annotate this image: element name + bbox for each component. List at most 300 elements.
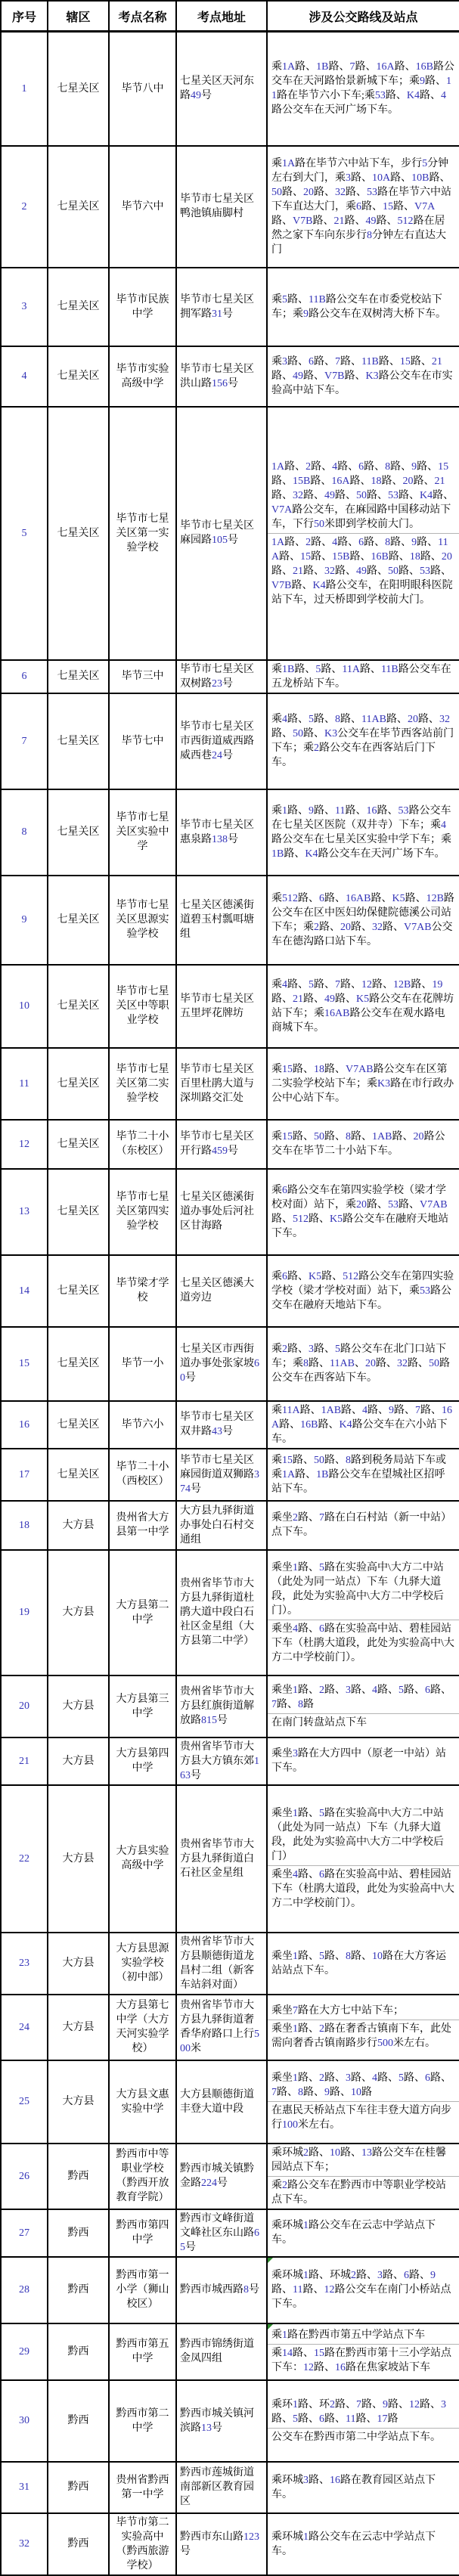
latin-text: 5 (422, 157, 428, 169)
bus-routes-cell (267, 268, 459, 346)
row-number-cell (1, 2060, 48, 2144)
latin-text: 8 (346, 1454, 351, 1466)
bus-routes-cell (267, 1327, 459, 1401)
latin-text: 50 (388, 565, 399, 577)
latin-text: 3 (309, 1344, 314, 1355)
row-number-cell (1, 268, 48, 346)
district-cell: 七星关区 (48, 660, 109, 693)
latin-text: V7A (414, 200, 436, 212)
latin-text: 15 (383, 200, 393, 212)
site-name-cell: 毕节三中 (109, 660, 176, 693)
latin-text: 815 (201, 1715, 217, 1726)
bus-routes-cell (267, 1995, 459, 2060)
row-number-cell (1, 1401, 48, 1449)
table-header-row (1, 1, 459, 32)
latin-text: 1A (282, 61, 296, 73)
latin-text: 16AB (324, 1007, 350, 1019)
latin-text: 224 (201, 2178, 217, 2189)
address-cell: 七星关区德溪大道旁边 (176, 1255, 267, 1327)
latin-text: 8 (243, 2284, 249, 2295)
site-name-cell: 毕节市七星关区第二实验学校 (109, 1048, 176, 1120)
latin-text: 7 (21, 735, 27, 747)
row-number-cell (1, 1048, 48, 1120)
latin-text: 2 (314, 742, 319, 754)
latin-text: 20 (413, 1131, 424, 1142)
district-cell: 大方县 (48, 1995, 109, 2060)
latin-text: 8 (367, 229, 372, 241)
district-cell: 七星关区 (48, 1255, 109, 1327)
latin-text: 20 (356, 1198, 367, 1211)
latin-text: 24 (212, 749, 222, 761)
latin-text: V7B (324, 370, 345, 382)
latin-text: 53 (388, 489, 399, 501)
latin-text: 2 (330, 2398, 335, 2410)
latin-text: 4 (332, 460, 338, 473)
latin-text: 13 (201, 2422, 212, 2434)
latin-text: 123 (243, 2531, 259, 2543)
address-cell: 七星关区德溪街道办事处后河社区甘海路 (176, 1169, 267, 1255)
site-name-cell: 毕节一小 (109, 1327, 176, 1401)
latin-text: 105 (212, 535, 228, 546)
table-row (1, 876, 459, 965)
site-name-cell: 黔西市第五中学 (109, 2323, 176, 2380)
latin-text: 22 (19, 1852, 29, 1865)
bus-route-paragraph: 乘512路、6路、16AB路、K5路、12B路公交车在区中医妇幼保健院德溪公司站下车；乘2路、20路、32路、V7AB公交车在德沟路口站下车。 (271, 892, 454, 947)
latin-text: 65 (180, 2227, 259, 2253)
bus-routes-cell (267, 2380, 459, 2462)
site-name-cell: 毕节市实验高级中学 (109, 346, 176, 407)
latin-text: 18 (19, 1519, 29, 1531)
table-row (1, 1327, 459, 1401)
latin-text: 12B (426, 892, 444, 904)
latin-text: 7 (271, 1698, 277, 1710)
latin-text: 3 (346, 172, 351, 184)
district-cell: 七星关区 (48, 346, 109, 407)
district-cell: 七星关区 (48, 1048, 109, 1120)
latin-text: K5 (309, 1270, 322, 1282)
latin-text: 53 (398, 804, 409, 817)
bus-route-paragraph: 乘坐1路、5路、8路、10路在大方客运站站点下车。 (271, 1950, 446, 1976)
bus-route-paragraph: 乘坐1路、5路在实验高中\大方二中站（此处为同一站点）下车（九驿大道段，此处为实验高中\大方二中学校后门） (271, 1808, 444, 1862)
address-cell: 毕节市七星关区鸭池镇庙脚村 (176, 146, 267, 268)
latin-text: V7AB (420, 1198, 448, 1211)
row-number-cell (1, 1327, 48, 1401)
row-number-cell (1, 1675, 48, 1737)
district-cell: 大方县 (48, 1737, 109, 1785)
latin-text: 15 (19, 1358, 29, 1369)
site-name-cell: 大方县第四中学 (109, 1737, 176, 1785)
latin-text: 8 (298, 2087, 303, 2098)
latin-text: 18 (314, 1063, 324, 1075)
site-name-cell: 毕节六小 (109, 1401, 176, 1449)
bus-routes-cell (267, 1449, 459, 1501)
latin-text: 7 (293, 2005, 298, 2016)
latin-text: 14 (19, 1285, 29, 1297)
district-cell: 大方县 (48, 1675, 109, 1737)
latin-text: 6 (425, 1684, 430, 1696)
latin-text: 21 (333, 215, 345, 227)
latin-text: 1 (303, 2220, 309, 2231)
latin-text: 11B (309, 293, 326, 305)
latin-text: 16AB (346, 892, 371, 904)
bus-route-paragraph: 乘14路、15路在黔西市第十三小学站点下车：12路、16路在焦家坡站下车 (268, 2344, 459, 2376)
latin-text: 49 (293, 370, 303, 382)
table-row (1, 2257, 459, 2323)
latin-text: 1 (303, 2270, 309, 2281)
latin-text: 15 (300, 550, 312, 563)
latin-text: 53 (388, 1198, 399, 1211)
row-number-cell (1, 1501, 48, 1550)
table-row (1, 1675, 459, 1737)
district-cell: 大方县 (48, 1785, 109, 1933)
district-cell: 七星关区 (48, 789, 109, 876)
bus-route-paragraph: 乘坐2路、7路在白石村站（新一中站）点下车。 (271, 1512, 451, 1538)
latin-text: 16B (371, 550, 389, 563)
latin-text: 50 (271, 186, 282, 198)
latin-text: 5 (319, 1950, 324, 1962)
bus-route-paragraph: 乘11A路、1AB路、4路、9路、7路、16A路、16B路、K4路公交车在六小站下车。 (271, 1404, 453, 1445)
table-row (1, 1120, 459, 1169)
bus-route-paragraph: 乘坐3路在大方四中（原老一中站）站下车。 (271, 1748, 446, 1774)
latin-text: 14 (282, 2348, 293, 2359)
latin-text: 53 (367, 186, 377, 198)
bus-routes-cell (267, 2209, 459, 2257)
latin-text: 1B (316, 1468, 329, 1480)
latin-text: 17 (19, 1468, 29, 1480)
latin-text: 1 (303, 2531, 309, 2543)
table-row (1, 268, 459, 346)
bus-route-paragraph: 乘3路、6路、7路、11B路、15路、21路、49路、V7B路、K3路公交车在市实验高中站下车。 (271, 356, 453, 396)
row-number-cell (1, 1255, 48, 1327)
latin-text: 3 (303, 2474, 309, 2486)
latin-text: 8 (303, 1358, 309, 1369)
address-cell: 毕节市七星关区市西街道威西路威西巷24号 (176, 693, 267, 789)
latin-text: 32 (439, 714, 450, 725)
bus-route-paragraph: 乘1A路、1B路、7路、16A路、16B路公交车在天河路怡景新城下车；乘9路、11路在毕节六小下车;乘53路、K4路、4路公交车在天河广场下车。 (271, 61, 454, 116)
site-name-cell: 黔西市第四中学 (109, 2209, 176, 2257)
latin-text: 49 (324, 993, 335, 1005)
bus-route-paragraph: 乘15路、50路、8路、1AB路、20路公交车在毕节二十小站下车。 (271, 1131, 445, 1157)
row-number-cell (1, 1449, 48, 1501)
bus-route-paragraph: 乘2路公交车在黔西市中等职业学校站点下车。 (268, 2176, 459, 2209)
bus-routes-cell (267, 2462, 459, 2513)
bus-route-paragraph: 乘2路、3路、5路公交车在北门口站下车；乘8路、11AB、20路、32路、50路公交车在西客站下车。 (271, 1344, 450, 1384)
latin-text: 156 (212, 377, 228, 389)
table-row (1, 2209, 459, 2257)
latin-text: 6 (282, 1184, 287, 1196)
bus-route-paragraph: 乘坐7路在大方七中站下车； (271, 2005, 404, 2016)
latin-text: K4 (339, 1418, 352, 1431)
table-row (1, 1785, 459, 1933)
address-cell: 黔西市文峰街道文峰社区东山路65号 (176, 2209, 267, 2257)
latin-text: 23 (212, 677, 222, 690)
address-cell: 黔西市东山路123号 (176, 2513, 267, 2575)
latin-text: 4 (293, 1869, 298, 1880)
bus-routes-cell (267, 876, 459, 965)
latin-text: 8 (385, 536, 391, 548)
address-cell: 毕节市七星关区洪山路156号 (176, 346, 267, 407)
table-row (1, 1933, 459, 1995)
address-cell: 毕节市七星关区拥军路31号 (176, 268, 267, 346)
site-name-cell: 大方县实验高级中学 (109, 1785, 176, 1933)
column-header: 考点地址 (176, 1, 267, 32)
site-name-cell: 毕节市七星关区中等职业学校 (109, 965, 176, 1048)
latin-text: V7B (293, 215, 313, 227)
address-cell: 毕节市七星关区双井路43号 (176, 1401, 267, 1449)
address-cell: 毕节市七星关区双树路23号 (176, 660, 267, 693)
address-cell: 黔西市莲城街道南部新区教育园区 (176, 2462, 267, 2513)
latin-text: 8 (335, 714, 340, 725)
district-cell: 黔西 (48, 2462, 109, 2513)
latin-text: 31 (212, 308, 222, 320)
bus-routes-cell (267, 1675, 459, 1737)
latin-text: 5 (335, 1344, 340, 1355)
bus-routes-cell (267, 1255, 459, 1327)
column-header: 考点名称 (109, 1, 176, 32)
bus-routes-cell (267, 407, 459, 660)
latin-text: 4 (441, 90, 447, 102)
latin-text: V7AB (404, 921, 432, 933)
table-body (1, 32, 459, 2575)
latin-text: 13 (19, 1206, 29, 1217)
latin-text: 43 (212, 1426, 222, 1437)
latin-text: 12 (19, 1138, 29, 1150)
district-cell: 黔西 (48, 2257, 109, 2323)
latin-text: 20 (340, 921, 351, 933)
address-cell: 毕节市七星关区开行路459号 (176, 1120, 267, 1169)
latin-text: 11 (346, 2413, 356, 2425)
latin-text: 50 (356, 489, 367, 501)
latin-text: 11B (361, 356, 379, 367)
latin-text: 5 (319, 1561, 324, 1573)
latin-text: 512 (397, 215, 414, 227)
latin-text: 15 (282, 1131, 293, 1142)
table-row (1, 2323, 459, 2380)
latin-text: 15B (332, 550, 350, 563)
address-cell: 大方县顺德街道丰登大道中段 (176, 2060, 267, 2144)
latin-text: 2 (319, 2023, 324, 2035)
site-name-cell: 贵州省大方县第一中学 (109, 1501, 176, 1550)
latin-text: 3 (377, 2270, 383, 2281)
table-row (1, 1255, 459, 1327)
latin-text: K3 (324, 728, 338, 739)
latin-text: 8 (298, 1698, 303, 1710)
bus-routes-cell (267, 1501, 459, 1550)
row-number-cell (1, 789, 48, 876)
latin-text: 6 (425, 2072, 430, 2084)
latin-text: 8 (346, 1950, 351, 1962)
address-cell: 毕节市七星关区五里坪花牌坊 (176, 965, 267, 1048)
table-row (1, 1048, 459, 1120)
latin-text: 5 (293, 2413, 298, 2425)
latin-text: 13 (361, 2147, 372, 2159)
latin-text: 10 (351, 2087, 361, 2098)
latin-text: 50 (314, 518, 324, 530)
district-cell: 黔西 (48, 2380, 109, 2462)
latin-text: 50 (293, 728, 303, 739)
latin-text: 60 (180, 1358, 259, 1384)
latin-text: 18 (371, 475, 382, 487)
latin-text: 1 (293, 1950, 298, 1962)
latin-text: 9 (303, 308, 309, 320)
latin-text: 500 (377, 2038, 393, 2049)
latin-text: 9 (21, 914, 27, 925)
site-name-cell: 黔西市中等职业学校（黔西开放教育学院） (109, 2144, 176, 2209)
latin-text: 16B (415, 61, 433, 73)
table-row (1, 660, 459, 693)
latin-text: 7 (349, 61, 355, 73)
latin-text: 4 (282, 978, 287, 990)
latin-text: 12 (409, 2398, 420, 2410)
latin-text: 5 (319, 1808, 324, 1819)
latin-text: 16 (19, 1418, 29, 1431)
latin-text: 21 (19, 1755, 29, 1767)
latin-text: 5 (21, 527, 27, 539)
latin-text: 12B (393, 978, 411, 990)
bus-route-paragraph: 乘15路、50路、8路到税务局站下车或乘1A路、1B路公交车在望城社区招呼站下车。 (271, 1454, 446, 1495)
latin-text: 18 (409, 550, 420, 563)
site-name-cell: 大方县第三中学 (109, 1675, 176, 1737)
site-name-cell: 毕节二十小（东校区） (109, 1120, 176, 1169)
bus-route-paragraph: 乘6路、K5路、512路公交车在第四实验学校（梁才学校对面）站下，乘53路公交车在融府天地站下车。 (271, 1270, 454, 1311)
district-cell: 大方县 (48, 1550, 109, 1675)
table-row (1, 789, 459, 876)
latin-text: 6 (404, 2270, 409, 2281)
site-name-cell: 毕节七中 (109, 693, 176, 789)
site-name-cell: 毕节梁才学校 (109, 1255, 176, 1327)
site-name-cell: 大方县思源实验学校（初中部） (109, 1933, 176, 1995)
table-row (1, 1449, 459, 1501)
latin-text: 20 (303, 186, 314, 198)
latin-text: 7 (319, 1512, 324, 1524)
latin-text: 3 (293, 1748, 298, 1759)
latin-text: 25 (19, 2096, 29, 2107)
table-row (1, 1401, 459, 1449)
bus-routes-cell (267, 965, 459, 1048)
bus-routes-cell (267, 1550, 459, 1675)
address-cell: 黔西市城关镇河滨路13号 (176, 2380, 267, 2462)
bus-route-paragraph: 1A路、2路、4路、6路、8路、9路、11A路、15路、15B路、16B路、18路、20路、21路、32路、49路、50路、53路、V7B路、K4路公交车，在阳明眼科医院站下车，过天桥即到学校前大门。 (268, 533, 459, 609)
bus-routes-cell (267, 1169, 459, 1255)
latin-text: 19 (432, 978, 443, 990)
latin-text: 3 (346, 2072, 351, 2084)
bus-route-paragraph: 乘坐4路、6路在实验高中站、碧桂园站下车（杜鹃大道段，此处为实验高中\大方二中学校前门）。 (268, 1620, 459, 1666)
latin-text: 7 (271, 2087, 277, 2098)
bus-route-paragraph: 乘1路在黔西市第五中学站点下车 (271, 2330, 425, 2341)
district-cell: 大方县 (48, 1501, 109, 1550)
latin-text: 11B (380, 663, 399, 675)
latin-text: 12 (361, 978, 372, 990)
latin-text: 10A (372, 172, 391, 184)
address-cell: 毕节市七星关区惠泉路138号 (176, 789, 267, 876)
latin-text: 9 (411, 536, 417, 548)
latin-text: 49 (356, 565, 367, 577)
latin-text: 20 (19, 1700, 29, 1712)
latin-text: 1 (293, 2072, 298, 2084)
bus-routes-cell (267, 1737, 459, 1785)
bus-routes-cell (267, 2513, 459, 2575)
address-cell: 七星关区市西街道办事处张家坡60号 (176, 1327, 267, 1401)
bus-route-paragraph: 乘环城1路、环城2路、3路、6路、9路、11路、12路公交车在南门小桥站点下车。 (271, 2270, 451, 2310)
latin-text: 11AB (361, 714, 386, 725)
bus-route-paragraph: 乘1A路在毕节六中站下车，步行5分钟左右到大门，乘3路、10A路、10B路、50路、20路、32路、53路在毕节六中站下车直达大门，乘6路、15路、V7A路、V7B路、21路、49路、512路在居然之家下车向东步行8分钟左右直达大门 (271, 157, 451, 256)
latin-text: 16A (331, 475, 350, 487)
bus-routes-cell (267, 1401, 459, 1449)
row-number-cell (1, 876, 48, 965)
district-cell: 七星关区 (48, 1327, 109, 1401)
latin-text: 9 (324, 2087, 330, 2098)
latin-text: 17 (377, 2413, 388, 2425)
latin-text: 11AB (330, 1358, 355, 1369)
latin-text: 11 (271, 76, 451, 102)
address-cell: 毕节市七星关区麻园街道双狮路374号 (176, 1449, 267, 1501)
bus-route-paragraph: 乘1路、9路、11路、16路、53路公交车在七星关区医院（双井寺）下车；乘4路公交车在七星关区实验中学下车；乘1B路、K4路公交车在天河广场下车。 (271, 804, 451, 860)
latin-text: 15 (399, 356, 411, 367)
site-name-cell: 大方县第二中学 (109, 1550, 176, 1675)
bus-route-paragraph: 乘5路、11B路公交车在市委党校站下车；乘9路公交车在双树湾大桥下车。 (271, 293, 446, 320)
latin-text: 1 (293, 2398, 298, 2410)
address-cell: 贵州省毕节市大方县顺德街道龙昌村二组（新客车站斜对面） (176, 1933, 267, 1995)
latin-text: 9 (383, 2398, 388, 2410)
latin-text: 11A (282, 1404, 300, 1416)
bus-route-paragraph: 乘坐1路、5路在实验高中\大方二中站（此处为同一站点）下车（九驿大道段，此处为实验高中\大方二中学校后门）。 (271, 1561, 444, 1617)
latin-text: 7 (356, 2398, 361, 2410)
row-number-cell (1, 2380, 48, 2462)
latin-text: 11 (293, 2284, 303, 2295)
latin-text: 50 (428, 1358, 439, 1369)
row-number-cell (1, 2462, 48, 2513)
latin-text: 49 (191, 90, 201, 102)
bus-route-paragraph: 乘坐1路、2路、3路、4路、5路、6路、7路、8路、9路、10路 (271, 2072, 451, 2098)
latin-text: 50 (314, 1454, 324, 1466)
bus-routes-cell (267, 1933, 459, 1995)
latin-text: 1 (293, 1808, 298, 1819)
latin-text: 50 (314, 1131, 324, 1142)
latin-text: 4 (21, 370, 27, 382)
latin-text: 20 (441, 550, 452, 563)
latin-text: 10 (19, 1000, 29, 1012)
latin-text: 8 (21, 826, 27, 838)
row-number-cell (1, 2323, 48, 2380)
table-row (1, 146, 459, 268)
site-name-cell: 黔西市第二中学 (109, 2380, 176, 2462)
latin-text: 16 (366, 804, 377, 817)
latin-text: 163 (180, 1755, 259, 1781)
latin-text: 21 (434, 475, 445, 487)
bus-route-paragraph: 乘坐1路、2路在奢香古镇南下车，此处需向奢香古镇南路步行500米左右。 (268, 2020, 459, 2052)
latin-text: 512 (293, 1213, 309, 1225)
table-row (1, 2513, 459, 2575)
latin-text: 6 (319, 1869, 324, 1880)
latin-text: K5 (356, 993, 370, 1005)
latin-text: V7A (271, 504, 293, 516)
latin-text: 15 (282, 1063, 293, 1075)
row-number-cell (1, 2257, 48, 2323)
latin-text: 1A (282, 157, 296, 169)
latin-text: 28 (19, 2284, 29, 2295)
bus-route-paragraph: 乘环城1路公交车在云志中学站点下车。 (271, 2531, 436, 2557)
latin-text: 3 (21, 301, 27, 312)
row-number-cell (1, 660, 48, 693)
latin-text: 500 (180, 2029, 259, 2054)
latin-text: 374 (180, 1468, 259, 1495)
latin-text: 11 (335, 804, 346, 817)
district-cell: 七星关区 (48, 876, 109, 965)
latin-text: 27 (19, 2227, 29, 2239)
latin-text: 2 (293, 1512, 298, 1524)
table-row (1, 1169, 459, 1255)
latin-text: 6 (358, 536, 364, 548)
